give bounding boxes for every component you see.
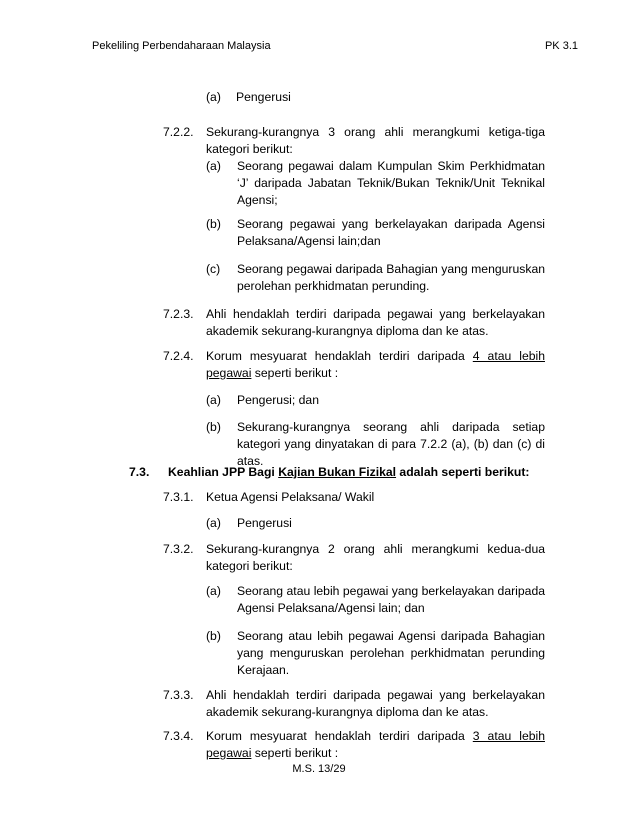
item-text: Pengerusi; dan <box>237 393 319 407</box>
item-number: (a) <box>206 159 221 173</box>
clause-text: Korum mesyuarat hendaklah terdiri daripada 4 atau lebih pegawai seperti berikut : <box>206 349 545 380</box>
clause-number: 7.3.4. <box>163 729 194 743</box>
clause-text: Ketua Agensi Pelaksana/ Wakil <box>206 490 375 504</box>
clause-text: Sekurang-kurangnya 2 orang ahli merangkumi kedua-dua kategori berikut: <box>206 542 545 573</box>
item-number: (b) <box>206 629 221 643</box>
clause-number: 7.3.2. <box>163 542 194 556</box>
header-right: PK 3.1 <box>544 40 578 52</box>
clause-text: Sekurang-kurangnya 3 orang ahli merangkumi ketiga-tiga kategori berikut: <box>206 125 545 156</box>
item-number: (a) <box>206 90 221 104</box>
item-number: (a) <box>206 584 221 598</box>
item-number: (a) <box>206 393 221 407</box>
clause-number: 7.2.4. <box>163 349 194 363</box>
item-text: Seorang pegawai dalam Kumpulan Skim Perkhidmatan ‘J’ daripada Jabatan Teknik/Bukan Teknik/Unit Teknikal Agensi; <box>237 159 545 207</box>
section-number: 7.3. <box>129 465 150 479</box>
clause-text: Korum mesyuarat hendaklah terdiri daripada 3 atau lebih pegawai seperti berikut : <box>206 729 545 760</box>
underlined-phrase: Kajian Bukan Fizikal <box>278 465 397 479</box>
item-text: Seorang pegawai daripada Bahagian yang menguruskan perolehan perkhidmatan perunding. <box>237 262 545 293</box>
item-text: Sekurang-kurangnya seorang ahli daripada setiap kategori yang dinyatakan di para 7.2.2 (a), (b) dan (c) di atas. <box>237 420 545 468</box>
item-text: Seorang pegawai yang berkelayakan daripada Agensi Pelaksana/Agensi lain;dan <box>237 217 545 248</box>
underlined-phrase: 3 atau lebih pegawai <box>206 729 545 760</box>
item-number: (c) <box>206 262 221 276</box>
clause-number: 7.2.2. <box>163 125 194 139</box>
clause-text: Ahli hendaklah terdiri daripada pegawai yang berkelayakan akademik sekurang-kurangnya diploma dan ke atas. <box>206 688 545 719</box>
item-text: Pengerusi <box>236 90 291 104</box>
item-number: (b) <box>206 420 221 434</box>
page-number: M.S. 13/29 <box>292 763 346 775</box>
clause-number: 7.3.3. <box>163 688 194 702</box>
clause-text: Ahli hendaklah terdiri daripada pegawai yang berkelayakan akademik sekurang-kurangnya diploma dan ke atas. <box>206 307 545 338</box>
item-text: Seorang atau lebih pegawai yang berkelayakan daripada Agensi Pelaksana/Agensi lain; dan <box>237 584 545 615</box>
item-text: Seorang atau lebih pegawai Agensi daripada Bahagian yang menguruskan perolehan perkhidmatan perunding Kerajaan. <box>237 629 545 677</box>
underlined-phrase: 4 atau lebih pegawai <box>206 349 545 380</box>
item-number: (b) <box>206 217 221 231</box>
clause-number: 7.2.3. <box>163 307 194 321</box>
item-number: (a) <box>206 516 221 530</box>
section-heading: Keahlian JPP Bagi Kajian Bukan Fizikal adalah seperti berikut: <box>168 465 530 479</box>
clause-number: 7.3.1. <box>163 490 194 504</box>
item-text: Pengerusi <box>237 516 292 530</box>
header-left: Pekeliling Perbendaharaan Malaysia <box>92 40 271 52</box>
